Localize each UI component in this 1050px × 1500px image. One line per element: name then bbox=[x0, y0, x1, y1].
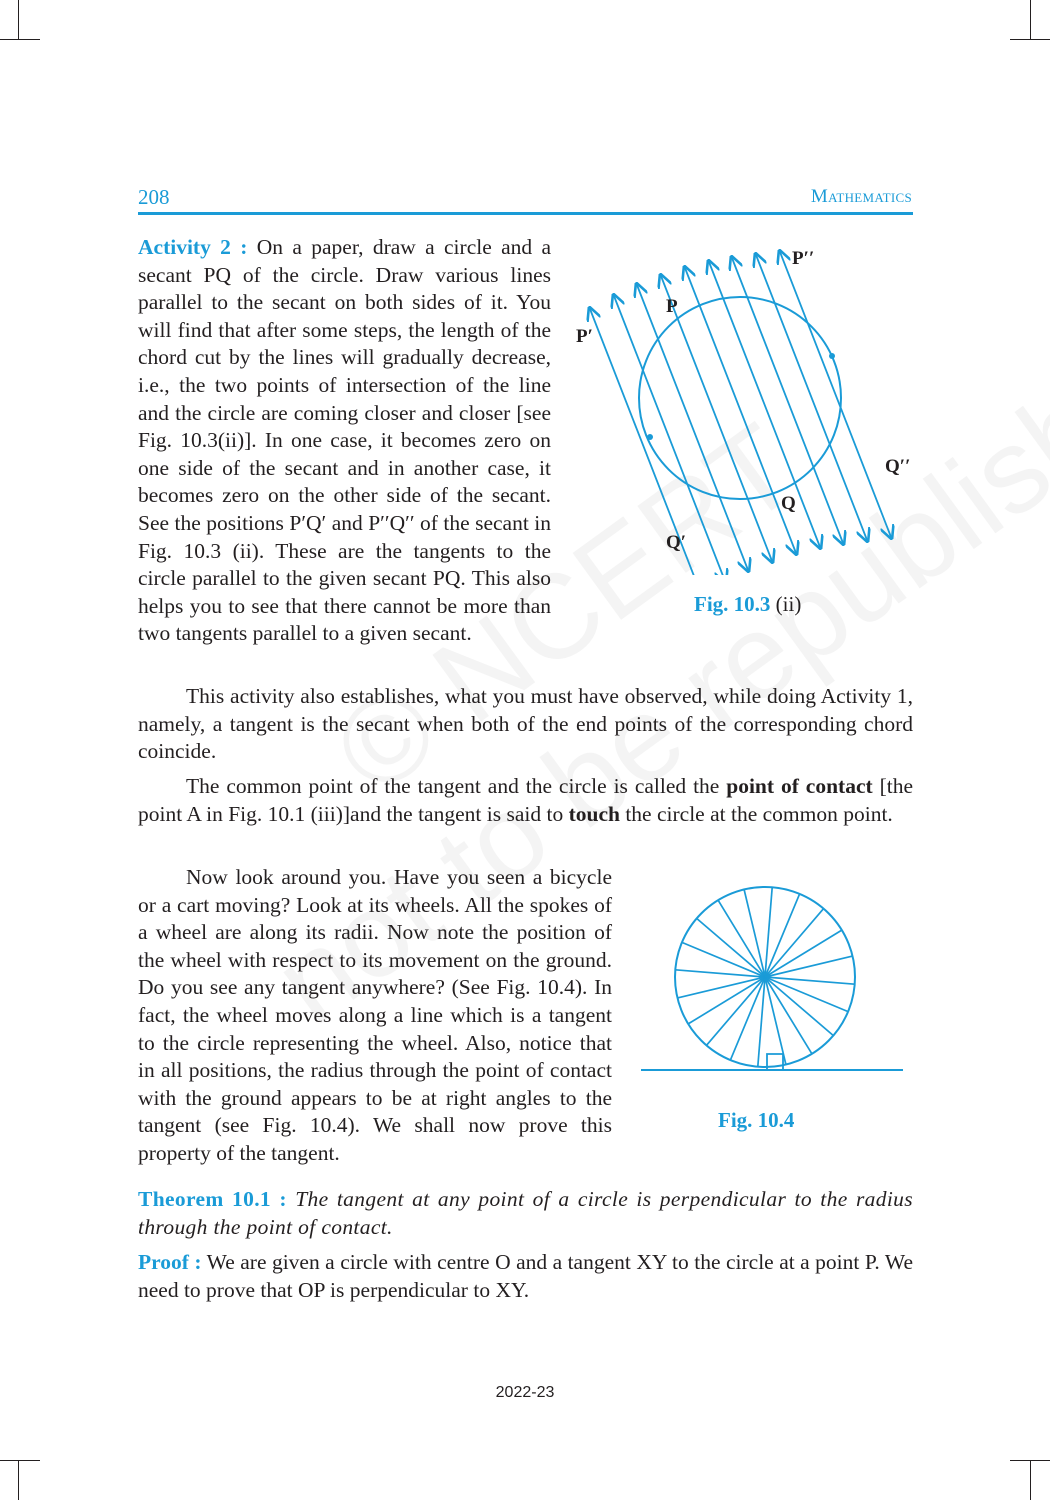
wheel-spoke bbox=[706, 977, 765, 1045]
label-q-prime: Q′ bbox=[666, 532, 687, 553]
wheel-spoke bbox=[688, 977, 765, 1024]
wheel-spoke bbox=[765, 930, 842, 977]
page-number: 208 bbox=[138, 185, 170, 209]
theorem bbox=[138, 1186, 913, 1241]
crop-mark bbox=[1030, 1460, 1031, 1500]
figure-10-3-caption bbox=[694, 592, 801, 617]
figure-10-4 bbox=[636, 875, 908, 1080]
theorem-text: The tangent at any point of a circle is perpendicular to the radius through the point of contact. bbox=[138, 1187, 913, 1239]
crop-mark bbox=[18, 1460, 19, 1500]
label-q-double-prime: Q′′ bbox=[885, 456, 911, 477]
running-title: Mathematics bbox=[810, 186, 912, 207]
paragraph: Now look around you. Have you seen a bicycle or a cart moving? Look at its wheels. All the spokes of a wheel are along its radii. Now note the position of the wheel with respect to its movement on the ground. Do you see any tangent anywhere? (See Fig. 10.4). In fact, the wheel moves along a line which is a tangent to the circle representing the wheel. Also, notice that in all positions, the radius through the point of contact with the ground appears to be at right angles to the tangent (see Fig. 10.4). We shall now prove this property of the tangent. bbox=[138, 865, 612, 1165]
caption-label: Fig. 10.3 bbox=[694, 592, 771, 616]
paragraph bbox=[138, 773, 913, 828]
crop-mark bbox=[1030, 0, 1031, 40]
label-p-prime: P′ bbox=[576, 326, 593, 347]
parallel-line bbox=[685, 268, 796, 553]
wheel-spoke bbox=[765, 956, 853, 977]
term-touch: touch bbox=[568, 801, 620, 826]
text-run: the circle at the common point. bbox=[619, 801, 893, 826]
proof-text: We are given a circle with centre O and a tangent XY to the circle at a point P. We need to prove that OP is perpendicular to XY. bbox=[138, 1250, 913, 1302]
wheel-spoke bbox=[697, 918, 765, 977]
parallel-line bbox=[780, 252, 891, 537]
text-run: The common point of the tangent and the circle is called the bbox=[186, 774, 727, 798]
footer-year: 2022-23 bbox=[495, 1384, 555, 1401]
figure-10-4-caption: Fig. 10.4 bbox=[718, 1108, 795, 1132]
theorem-label: Theorem 10.1 : bbox=[138, 1187, 287, 1211]
tangent-point bbox=[829, 353, 835, 359]
wheel-spoke bbox=[718, 900, 765, 977]
wheel-spokes bbox=[675, 887, 854, 1066]
crop-mark bbox=[0, 39, 40, 40]
wheel-spoke bbox=[765, 977, 833, 1036]
parallel-line bbox=[637, 285, 748, 570]
label-p-double-prime: P′′ bbox=[792, 248, 815, 269]
header-rule bbox=[138, 212, 913, 215]
text-run: [the point A in Fig. 10.1 (iii)]and the tangent is said to bbox=[138, 774, 913, 826]
label-p: P bbox=[666, 296, 678, 317]
crop-mark bbox=[0, 1460, 40, 1461]
parallel-lines bbox=[590, 252, 891, 575]
wheel-spoke bbox=[765, 977, 812, 1054]
paragraph: This activity also establishes, what you must have observed, while doing Activity 1, namely, a tangent is the secant when both of the end points of the corresponding chord coincide. bbox=[138, 684, 913, 764]
wheel-spoke bbox=[678, 977, 766, 998]
activity-label: Activity 2 : bbox=[138, 235, 248, 259]
wheel-spoke bbox=[744, 890, 765, 978]
proof bbox=[138, 1249, 913, 1304]
activity-text: On a paper, draw a circle and a secant PQ of the circle. Draw various lines parallel to the secant on both sides of it. You will find that after some steps, the length of the chord cut by the lines will gradually decrease, i.e., the two points of intersection of the line and the circle are coming closer and closer [see Fig. 10.3(ii)]. In one case, it becomes zero on one side of the secant and in another case, it becomes zero on the other side of the secant. See the positions P′Q′ and P′′Q′′ of the secant in Fig. 10.3 (ii). These are the tangents to the circle parallel to the given secant PQ. This also helps you to see that there cannot be more than two tangents parallel to a given secant. bbox=[138, 235, 552, 646]
label-q: Q bbox=[781, 493, 796, 514]
crop-mark bbox=[1010, 39, 1050, 40]
crop-mark bbox=[18, 0, 19, 40]
wheel-spoke bbox=[765, 977, 786, 1065]
proof-label: Proof : bbox=[138, 1250, 202, 1274]
activity-paragraph bbox=[138, 234, 551, 648]
tangent-point bbox=[647, 434, 653, 440]
crop-mark bbox=[1010, 1460, 1050, 1461]
figure-10-3 bbox=[565, 235, 925, 575]
parallel-line bbox=[709, 262, 820, 547]
caption-suffix: (ii) bbox=[770, 592, 802, 616]
parallel-line bbox=[756, 255, 867, 540]
circle bbox=[639, 297, 841, 499]
term-point-of-contact: point of contact bbox=[726, 774, 873, 798]
wheel-spoke bbox=[765, 909, 824, 977]
